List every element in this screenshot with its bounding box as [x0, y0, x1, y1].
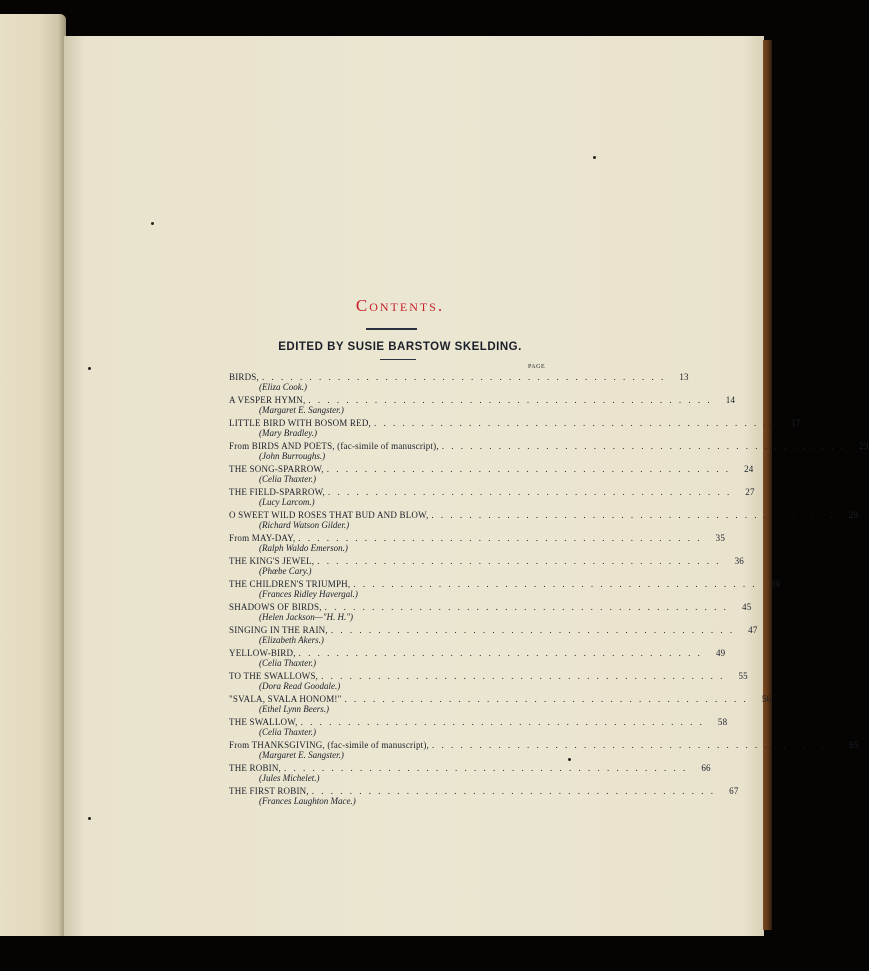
- page-column-heading: PAGE: [528, 364, 546, 370]
- entry-page-number: 29: [848, 510, 859, 520]
- entry-title: THE SWALLOW,: [229, 717, 298, 727]
- toc-entry: [229, 531, 726, 554]
- entry-author: (Phœbe Cary.): [259, 566, 312, 576]
- entry-page-number: 23: [859, 441, 869, 451]
- entry-page-number: 27: [745, 487, 755, 497]
- toc-entry: [229, 692, 772, 715]
- dot-leader: . . . . . . . . . . . . . . . . . . . . . . . . . . . . . . . . . . . . . . . . . . .: [284, 763, 688, 773]
- page-edge: [763, 40, 772, 930]
- paper-speck: [151, 222, 154, 225]
- entry-page-number: 36: [734, 556, 745, 566]
- entry-author: (Eliza Cook.): [259, 382, 307, 392]
- toc-entry: [229, 485, 755, 508]
- entry-page-number: 35: [715, 533, 726, 543]
- entry-author: (John Burroughs.): [259, 451, 326, 461]
- entry-author: (Celia Thaxter.): [259, 727, 316, 737]
- entry-author: (Celia Thaxter.): [259, 658, 316, 668]
- dot-leader: . . . . . . . . . . . . . . . . . . . . . . . . . . . . . . . . . . . . . . . . . . .: [330, 625, 735, 635]
- dot-leader: . . . . . . . . . . . . . . . . . . . . . . . . . . . . . . . . . . . . . . . . . . .: [298, 533, 703, 543]
- entry-title: O SWEET WILD ROSES THAT BUD AND BLOW,: [229, 510, 429, 520]
- dot-leader: . . . . . . . . . . . . . . . . . . . . . . . . . . . . . . . . . . . . . . . . . . .: [373, 418, 778, 428]
- entry-title: "SVALA, SVALA HONOM!": [229, 694, 342, 704]
- entry-page-number: 13: [679, 372, 689, 382]
- entry-author: (Frances Laughton Mace.): [259, 796, 356, 806]
- entry-author: (Mary Bradley.): [259, 428, 317, 438]
- table-of-contents: [229, 370, 869, 807]
- paper-speck: [88, 367, 91, 370]
- entry-title: BIRDS,: [229, 372, 259, 382]
- entry-title: THE FIELD-SPARROW,: [229, 487, 325, 497]
- entry-author: (Richard Watson Gilder.): [259, 520, 350, 530]
- entry-page-number: 58: [717, 717, 728, 727]
- entry-author: (Jules Michelet.): [259, 773, 320, 783]
- dot-leader: . . . . . . . . . . . . . . . . . . . . . . . . . . . . . . . . . . . . . . . . . . .: [441, 441, 846, 451]
- entry-page-number: 55: [738, 671, 748, 681]
- entry-page-number: 24: [744, 464, 754, 474]
- title-rule: [366, 328, 417, 330]
- entry-author: (Margaret E. Sangster.): [259, 405, 344, 415]
- toc-entry: [229, 554, 745, 577]
- entry-page-number: 45: [742, 602, 752, 612]
- toc-entry: [229, 715, 728, 738]
- dot-leader: . . . . . . . . . . . . . . . . . . . . . . . . . . . . . . . . . . . . . . . . . . .: [432, 740, 836, 750]
- entry-page-number: 39: [770, 579, 781, 589]
- dot-leader: . . . . . . . . . . . . . . . . . . . . . . . . . . . . . . . . . . . . . . . . . . .: [353, 579, 758, 589]
- entry-page-number: 14: [725, 395, 736, 405]
- toc-entry: [229, 577, 781, 600]
- paper-speck: [568, 758, 571, 761]
- entry-page-number: 67: [729, 786, 739, 796]
- toc-entry: [229, 416, 801, 439]
- dot-leader: . . . . . . . . . . . . . . . . . . . . . . . . . . . . . . . . . . . . . . . . . . .: [431, 510, 836, 520]
- toc-entry: [229, 508, 859, 531]
- toc-entry: [229, 761, 711, 784]
- entry-title: LITTLE BIRD WITH BOSOM RED,: [229, 418, 371, 428]
- entry-page-number: 17: [791, 418, 801, 428]
- entry-title: THE SONG-SPARROW,: [229, 464, 324, 474]
- dot-leader: . . . . . . . . . . . . . . . . . . . . . . . . . . . . . . . . . . . . . . . . . . .: [317, 556, 722, 566]
- entry-title: YELLOW-BIRD,: [229, 648, 296, 658]
- toc-entry: [229, 462, 754, 485]
- dot-leader: . . . . . . . . . . . . . . . . . . . . . . . . . . . . . . . . . . . . . . . . . . .: [311, 786, 716, 796]
- toc-entry: [229, 439, 869, 462]
- editor-rule: [380, 359, 416, 360]
- toc-entry: [229, 669, 748, 692]
- entry-author: (Lucy Larcom.): [259, 497, 315, 507]
- entry-title: SINGING IN THE RAIN,: [229, 625, 328, 635]
- entry-author: (Celia Thaxter.): [259, 474, 316, 484]
- entry-title: From THANKSGIVING, (fac-simile of manuscript),: [229, 740, 429, 750]
- entry-title: THE ROBIN,: [229, 763, 281, 773]
- dot-leader: . . . . . . . . . . . . . . . . . . . . . . . . . . . . . . . . . . . . . . . . . . .: [261, 372, 666, 382]
- entry-title: A VESPER HYMN,: [229, 395, 306, 405]
- toc-entry: [229, 738, 859, 761]
- editor-line: EDITED BY SUSIE BARSTOW SKELDING.: [278, 341, 522, 353]
- entry-author: (Ethel Lynn Beers.): [259, 704, 329, 714]
- contents-title: Contents.: [355, 296, 445, 315]
- entry-author: (Margaret E. Sangster.): [259, 750, 344, 760]
- entry-author: (Helen Jackson—"H. H."): [259, 612, 354, 622]
- dot-leader: . . . . . . . . . . . . . . . . . . . . . . . . . . . . . . . . . . . . . . . . . . .: [326, 464, 731, 474]
- dot-leader: . . . . . . . . . . . . . . . . . . . . . . . . . . . . . . . . . . . . . . . . . . .: [308, 395, 713, 405]
- entry-title: THE FIRST ROBIN,: [229, 786, 309, 796]
- toc-entry: [229, 784, 739, 807]
- dot-leader: . . . . . . . . . . . . . . . . . . . . . . . . . . . . . . . . . . . . . . . . . . .: [327, 487, 732, 497]
- entry-title: From BIRDS AND POETS, (fac-simile of manuscript),: [229, 441, 439, 451]
- paper-speck: [593, 156, 596, 159]
- entry-title: From MAY-DAY,: [229, 533, 296, 543]
- dot-leader: . . . . . . . . . . . . . . . . . . . . . . . . . . . . . . . . . . . . . . . . . . .: [321, 671, 725, 681]
- paper-speck: [88, 817, 91, 820]
- dot-leader: . . . . . . . . . . . . . . . . . . . . . . . . . . . . . . . . . . . . . . . . . . .: [324, 602, 729, 612]
- dot-leader: . . . . . . . . . . . . . . . . . . . . . . . . . . . . . . . . . . . . . . . . . . .: [300, 717, 705, 727]
- entry-title: TO THE SWALLOWS,: [229, 671, 319, 681]
- entry-page-number: 47: [748, 625, 758, 635]
- entry-author: (Frances Ridley Havergal.): [259, 589, 358, 599]
- left-page: [0, 14, 66, 936]
- dot-leader: . . . . . . . . . . . . . . . . . . . . . . . . . . . . . . . . . . . . . . . . . . .: [344, 694, 749, 704]
- entry-title: THE CHILDREN'S TRIUMPH,: [229, 579, 351, 589]
- entry-page-number: 66: [701, 763, 711, 773]
- entry-author: (Elizabeth Akers.): [259, 635, 324, 645]
- entry-title: THE KING'S JEWEL,: [229, 556, 315, 566]
- dot-leader: . . . . . . . . . . . . . . . . . . . . . . . . . . . . . . . . . . . . . . . . . . .: [298, 648, 703, 658]
- entry-title: SHADOWS OF BIRDS,: [229, 602, 322, 612]
- toc-entry: [229, 370, 689, 393]
- toc-entry: [229, 393, 736, 416]
- toc-entry: [229, 646, 726, 669]
- toc-entry: [229, 623, 758, 646]
- entry-author: (Ralph Waldo Emerson.): [259, 543, 348, 553]
- entry-page-number: 56: [761, 694, 772, 704]
- entry-page-number: 49: [715, 648, 726, 658]
- entry-page-number: 65: [849, 740, 859, 750]
- toc-entry: [229, 600, 752, 623]
- entry-author: (Dora Read Goodale.): [259, 681, 341, 691]
